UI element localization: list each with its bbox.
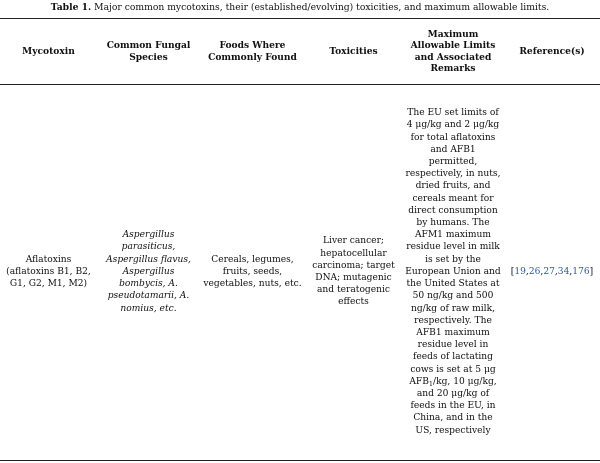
mycotoxin-variants: (aflatoxins B1, B2, G1, G2, M1, M2) [6, 266, 91, 290]
mycotoxin-table [0, 19, 600, 460]
table-header-row [0, 19, 600, 84]
reference-link-27[interactable]: 27 [543, 266, 555, 277]
header-toxicities: Toxicities [329, 45, 378, 57]
table-row [0, 84, 600, 460]
header-references: Reference(s) [519, 45, 585, 57]
cell-references [504, 84, 600, 460]
table-caption [0, 2, 600, 14]
limits-subscript: 1 [428, 379, 434, 388]
mycotoxin-name: Aflatoxins [25, 254, 72, 265]
reference-link-34[interactable]: 34 [557, 266, 570, 277]
header-fungal-species: Common Fungal Species [106, 40, 191, 63]
cell-fungal-species: Aspergillus parasiticus, Aspergillus flavus, Aspergillus bombycis, A. pseudotamarii, A. nomius, etc. [106, 230, 191, 314]
cell-foods: Cereals, legumes, fruits, seeds, vegetables, nuts, etc. [203, 254, 302, 290]
ref-separator: , [525, 266, 529, 277]
cell-limits [402, 84, 504, 460]
table-bottom-rule [0, 460, 600, 461]
ref-separator: , [569, 266, 573, 277]
reference-link-26[interactable]: 26 [528, 266, 541, 277]
header-limits: Maximum Allowable Limits and Associated Remarks [410, 28, 496, 74]
table-caption-label: Table 1. [50, 2, 92, 13]
ref-separator: , [554, 266, 558, 277]
cell-mycotoxin [0, 84, 97, 460]
header-mycotoxin: Mycotoxin [22, 45, 75, 57]
ref-close-bracket: ] [589, 266, 594, 277]
ref-open-bracket: [ [510, 266, 515, 277]
reference-link-176[interactable]: 176 [572, 266, 590, 277]
limits-text-part2: /kg, 10 μg/kg, and 20 μg/kg of feeds in the EU, in China, and in the US, respectively [410, 376, 497, 436]
cell-toxicities: Liver cancer; hepatocellular carcinoma; target DNA; mutagenic and teratogenic effects [312, 236, 395, 308]
table-caption-text: Major common mycotoxins, their (established/evolving) toxicities, and maximum allowable limits. [94, 2, 550, 13]
ref-separator: , [540, 266, 544, 277]
header-foods: Foods Where Commonly Found [208, 40, 297, 63]
reference-link-19[interactable]: 19 [514, 266, 526, 277]
limits-text-part1: The EU set limits of 4 μg/kg and 2 μg/kg for total aflatoxins and AFB1 permitted, respectively, in nuts, dried fruits, and cereals meant for direct consumption by humans. The AFM1 maximum residue level in milk is set by the European Union and the United States at 50 ng/kg and 500 ng/kg of raw milk, respectively. The AFB1 maximum residue level in feeds of lactating cows is set at 5 μg AFB [405, 108, 501, 387]
